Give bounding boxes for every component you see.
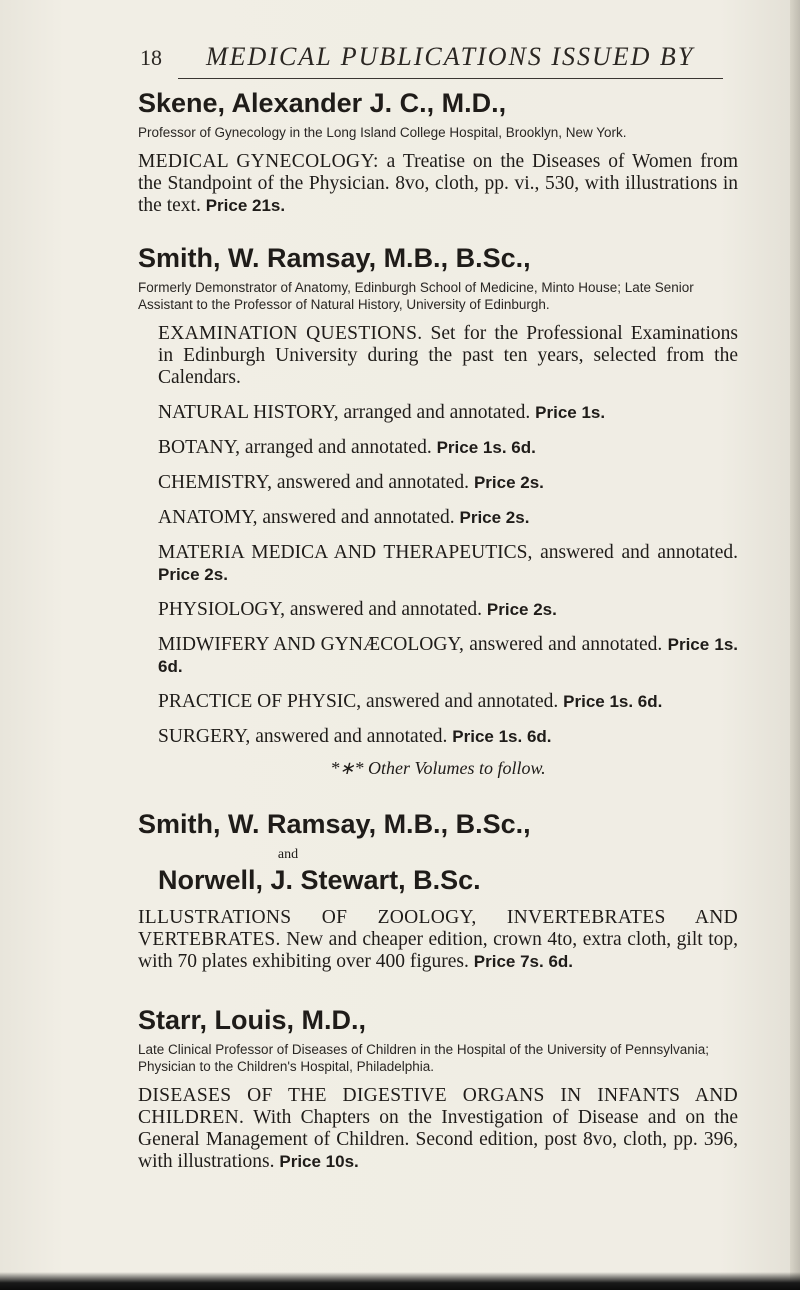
item-price: Price 1s. 6d. bbox=[563, 692, 663, 711]
book-title: DISEASES OF THE DIGESTIVE ORGANS IN INFANTS AND CHILDREN. bbox=[138, 1085, 738, 1128]
author-name: Starr, Louis, M.D., bbox=[138, 1005, 367, 1035]
item-price: Price 1s. bbox=[535, 403, 606, 422]
book-price: Price 21s. bbox=[205, 196, 286, 215]
page-content bbox=[138, 86, 738, 1173]
item-title: SURGERY, bbox=[158, 726, 251, 747]
item-price: Price 1s. 6d. bbox=[436, 438, 536, 457]
book-title: MEDICAL GYNECOLOGY: bbox=[138, 151, 379, 172]
book-entry bbox=[138, 151, 738, 217]
list-item bbox=[158, 726, 738, 748]
entry-skene bbox=[138, 86, 738, 217]
book-description: Set for the Professional Examinations in Edinburgh University during the past ten years, selected from the Calendars. bbox=[158, 323, 738, 388]
item-price: Price 2s. bbox=[459, 508, 530, 527]
book-entry bbox=[138, 1085, 738, 1173]
list-item bbox=[158, 542, 738, 586]
author-affiliation: Professor of Gynecology in the Long Island College Hospital, Brooklyn, New York. bbox=[138, 125, 627, 140]
item-price: Price 2s. bbox=[473, 473, 544, 492]
item-title: NATURAL HISTORY, bbox=[158, 402, 339, 423]
book-description: New and cheaper edition, crown 4to, extra cloth, gilt top, with 70 plates exhibiting over 400 figures. bbox=[138, 929, 739, 972]
item-title: PHYSIOLOGY, bbox=[158, 599, 285, 620]
list-item bbox=[158, 472, 738, 494]
running-head bbox=[140, 42, 780, 72]
author-affiliation: Late Clinical Professor of Diseases of Children in the Hospital of the University of Pennsylvania; Physician to the Children's Hospital, Philadelphia. bbox=[138, 1042, 710, 1074]
item-title: ANATOMY, bbox=[158, 507, 258, 528]
author-name: Skene, Alexander J. C., M.D., bbox=[138, 88, 507, 118]
item-description: answered and annotated. bbox=[469, 634, 663, 655]
list-item bbox=[158, 507, 738, 529]
page-edge bbox=[790, 0, 800, 1290]
item-title: MATERIA MEDICA AND THERAPEUTICS, bbox=[158, 542, 533, 563]
running-title: MEDICAL PUBLICATIONS ISSUED BY bbox=[206, 42, 695, 71]
book-description: With Chapters on the Investigation of Disease and on the General Management of Children. Second edition, post 8vo, cloth, pp. 396, with illustrations. bbox=[138, 1107, 738, 1172]
list-item bbox=[158, 634, 738, 678]
item-price: Price 1s. 6d. bbox=[158, 635, 739, 676]
item-description: answered and annotated. bbox=[255, 726, 448, 747]
entry-smith-norwell bbox=[138, 807, 738, 973]
item-description: answered and annotated. bbox=[540, 542, 738, 563]
item-price: Price 1s. 6d. bbox=[452, 727, 552, 746]
item-price: Price 2s. bbox=[486, 600, 557, 619]
book-entry bbox=[158, 323, 738, 389]
entry-starr bbox=[138, 1003, 738, 1173]
page-bottom-shadow bbox=[0, 1272, 800, 1290]
list-item bbox=[158, 437, 738, 459]
item-title: PRACTICE OF PHYSIC, bbox=[158, 691, 362, 712]
author-affiliation: Formerly Demonstrator of Anatomy, Edinburgh School of Medicine, Minto House; Late Senior Assistant to the Professor of Natural History, University of Edinburgh. bbox=[138, 280, 694, 312]
item-description: answered and annotated. bbox=[276, 472, 470, 493]
list-item bbox=[158, 599, 738, 621]
book-price: Price 7s. 6d. bbox=[473, 952, 574, 971]
author-name: Smith, W. Ramsay, M.B., B.Sc., bbox=[138, 809, 531, 839]
entry-smith bbox=[138, 241, 738, 779]
author-conjunction: and bbox=[277, 847, 299, 862]
header-rule bbox=[178, 78, 723, 79]
item-description: arranged and annotated. bbox=[343, 402, 531, 423]
book-description: a Treatise on the Diseases of Women from the Standpoint of the Physician. 8vo, cloth, pp. vi., 530, with illustrations in the text. bbox=[138, 151, 738, 216]
author-name: Smith, W. Ramsay, M.B., B.Sc., bbox=[138, 243, 531, 273]
list-item bbox=[158, 402, 738, 424]
item-description: arranged and annotated. bbox=[244, 437, 432, 458]
list-item bbox=[158, 691, 738, 713]
item-price: Price 2s. bbox=[158, 565, 228, 584]
item-description: answered and annotated. bbox=[289, 599, 483, 620]
book-title: ILLUSTRATIONS OF ZOOLOGY, INVERTEBRATES AND VERTEBRATES. bbox=[138, 907, 738, 950]
author-name: Norwell, J. Stewart, B.Sc. bbox=[158, 865, 481, 895]
page-number: 18 bbox=[140, 45, 162, 70]
item-title: CHEMISTRY, bbox=[158, 472, 272, 493]
item-description: answered and annotated. bbox=[262, 507, 455, 528]
series-note: *∗* Other Volumes to follow. bbox=[330, 758, 546, 778]
item-title: MIDWIFERY AND GYNÆCOLOGY, bbox=[158, 634, 464, 655]
book-title: EXAMINATION QUESTIONS. bbox=[158, 323, 423, 344]
item-title: BOTANY, bbox=[158, 437, 241, 458]
book-price: Price 10s. bbox=[279, 1152, 359, 1171]
book-entry bbox=[138, 907, 738, 973]
item-description: answered and annotated. bbox=[366, 691, 559, 712]
